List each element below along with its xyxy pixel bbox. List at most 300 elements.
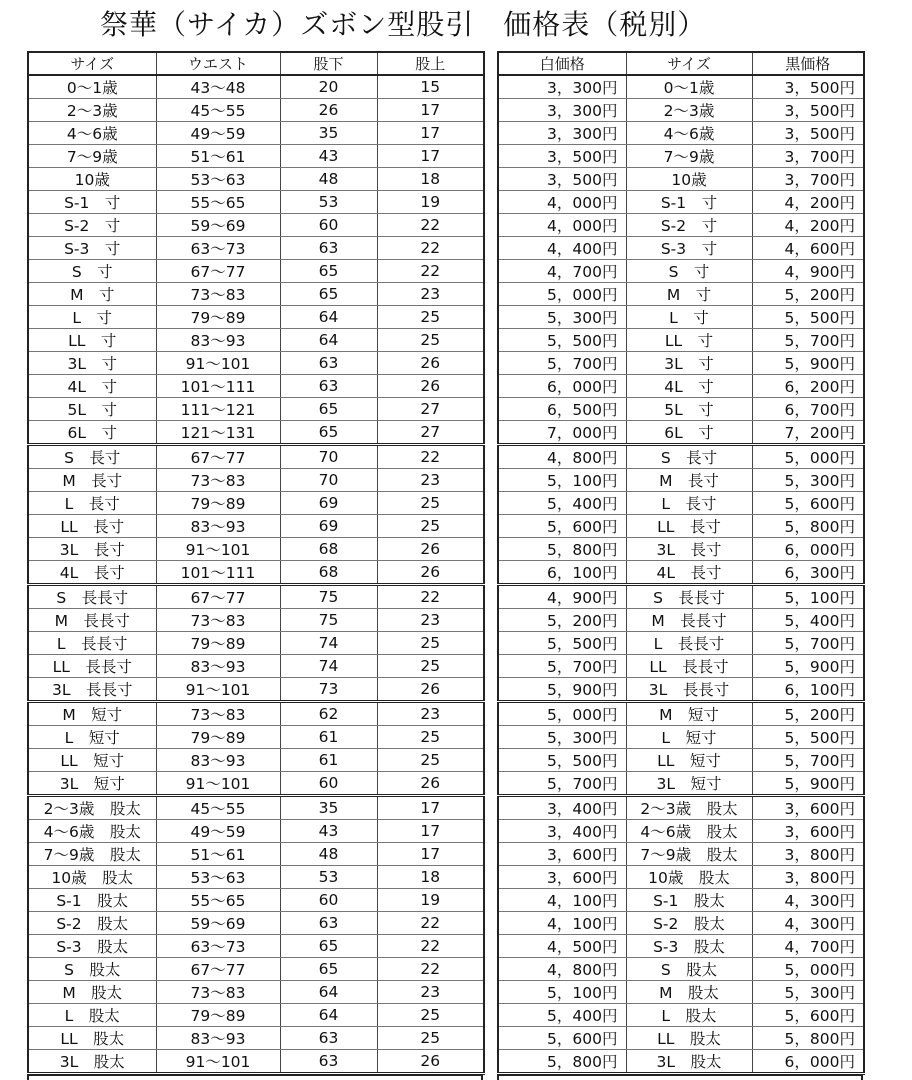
price-size-cell: L 短寸 [626,726,752,749]
inseam-cell: 35 [280,796,377,820]
price-size-cell: LL 長寸 [626,515,752,538]
inseam-cell: 20 [280,75,377,99]
waist-cell: 101～111 [156,375,280,398]
price-size-cell: S 寸 [626,260,752,283]
size-table-row [28,260,484,283]
size-table-row [28,99,484,122]
black-price-cell: 5，800円 [752,515,864,538]
waist-cell: 73～83 [156,469,280,492]
rise-cell: 23 [377,469,484,492]
white-price-cell: 5，800円 [498,538,626,561]
price-table-row [498,866,864,889]
size-table-row [28,283,484,306]
price-size-cell: 10歳 股太 [626,866,752,889]
white-price-cell: 4，000円 [498,214,626,237]
size-table-row [28,1027,484,1050]
size-table-row [28,585,484,609]
price-table-row [498,1027,864,1050]
size-cell: 3L 長長寸 [28,678,156,702]
inseam-cell: 68 [280,561,377,585]
size-cell: 7～9歳 [28,145,156,168]
price-size-cell: 7～9歳 股太 [626,843,752,866]
waist-cell: 51～61 [156,145,280,168]
waist-cell: 121～131 [156,421,280,445]
price-table-row [498,538,864,561]
size-cell: S 長寸 [28,445,156,469]
rise-cell: 22 [377,237,484,260]
size-cell: 4～6歳 股太 [28,820,156,843]
size-cell: 3L 股太 [28,1050,156,1074]
size-table-header-row [28,52,484,75]
black-price-cell: 3，500円 [752,99,864,122]
size-table-continuation-edge [27,1074,483,1080]
price-table-row [498,772,864,796]
white-price-cell: 5，300円 [498,726,626,749]
waist-cell: 83～93 [156,515,280,538]
price-table-row [498,749,864,772]
white-price-cell: 5，700円 [498,655,626,678]
size-table-body [28,75,484,1074]
size-cell: 6L 寸 [28,421,156,445]
black-price-cell: 4，900円 [752,260,864,283]
black-price-cell: 5，500円 [752,306,864,329]
rise-cell: 26 [377,678,484,702]
rise-cell: 15 [377,75,484,99]
black-price-cell: 5，600円 [752,1004,864,1027]
inseam-cell: 63 [280,1027,377,1050]
price-size-cell: S 股太 [626,958,752,981]
white-price-cell: 3，300円 [498,75,626,99]
waist-cell: 73～83 [156,981,280,1004]
waist-cell: 53～63 [156,168,280,191]
waist-cell: 55～65 [156,191,280,214]
white-price-cell: 4，500円 [498,935,626,958]
rise-cell: 25 [377,329,484,352]
black-price-cell: 5，700円 [752,749,864,772]
inseam-cell: 63 [280,912,377,935]
size-table-row [28,772,484,796]
white-price-cell: 4，800円 [498,445,626,469]
inseam-cell: 69 [280,515,377,538]
white-price-cell: 5，600円 [498,1027,626,1050]
rise-cell: 26 [377,538,484,561]
price-size-cell: 10歳 [626,168,752,191]
price-table-row [498,421,864,445]
price-table-row [498,843,864,866]
black-price-cell: 3，800円 [752,866,864,889]
size-table-row [28,375,484,398]
waist-cell: 79～89 [156,492,280,515]
white-price-cell: 4，400円 [498,237,626,260]
inseam-cell: 60 [280,214,377,237]
size-table-row [28,214,484,237]
price-size-cell: S 長寸 [626,445,752,469]
size-table-row [28,561,484,585]
white-price-cell: 4，800円 [498,958,626,981]
white-price-cell: 5，900円 [498,678,626,702]
black-price-cell: 5，900円 [752,352,864,375]
inseam-cell: 61 [280,749,377,772]
inseam-cell: 61 [280,726,377,749]
black-price-cell: 5，200円 [752,702,864,726]
price-table-row [498,609,864,632]
inseam-cell: 70 [280,469,377,492]
white-price-cell: 5，500円 [498,329,626,352]
waist-cell: 111～121 [156,398,280,421]
size-cell: LL 寸 [28,329,156,352]
white-price-cell: 5，800円 [498,1050,626,1074]
price-table-row [498,99,864,122]
price-size-cell: S-2 寸 [626,214,752,237]
price-size-cell: 5L 寸 [626,398,752,421]
black-price-column-header: 黒価格 [752,52,864,75]
waist-cell: 67～77 [156,585,280,609]
rise-cell: 23 [377,283,484,306]
size-table-row [28,306,484,329]
black-price-cell: 7，200円 [752,421,864,445]
inseam-cell: 60 [280,889,377,912]
white-price-cell: 3，400円 [498,820,626,843]
inseam-cell: 63 [280,237,377,260]
waist-cell: 79～89 [156,632,280,655]
size-table-row [28,796,484,820]
white-price-cell: 6，500円 [498,398,626,421]
waist-cell: 55～65 [156,889,280,912]
waist-cell: 91～101 [156,538,280,561]
price-table-row [498,306,864,329]
inseam-cell: 65 [280,398,377,421]
waist-cell: 91～101 [156,352,280,375]
rise-cell: 25 [377,655,484,678]
size-cell: L 短寸 [28,726,156,749]
size-cell: S 長長寸 [28,585,156,609]
inseam-cell: 60 [280,772,377,796]
size-cell: LL 短寸 [28,749,156,772]
price-table-row [498,702,864,726]
size-table-row [28,237,484,260]
waist-cell: 59～69 [156,214,280,237]
size-table-row [28,981,484,1004]
size-table-row [28,632,484,655]
size-cell: M 長寸 [28,469,156,492]
black-price-cell: 4，200円 [752,191,864,214]
size-table-row [28,702,484,726]
black-price-cell: 5，700円 [752,632,864,655]
waist-cell: 53～63 [156,866,280,889]
price-table-header-row [498,52,864,75]
price-size-cell: LL 股太 [626,1027,752,1050]
size-cell: 3L 短寸 [28,772,156,796]
inseam-cell: 48 [280,843,377,866]
size-cell: 3L 長寸 [28,538,156,561]
waist-cell: 67～77 [156,445,280,469]
price-table-row [498,329,864,352]
black-price-cell: 5，200円 [752,283,864,306]
rise-cell: 17 [377,122,484,145]
size-cell: 3L 寸 [28,352,156,375]
price-table-row [498,445,864,469]
inseam-cell: 63 [280,352,377,375]
size-table-row [28,866,484,889]
size-cell: LL 長長寸 [28,655,156,678]
waist-cell: 63～73 [156,237,280,260]
price-size-cell: S-2 股太 [626,912,752,935]
rise-cell: 26 [377,352,484,375]
size-cell: 4～6歳 [28,122,156,145]
rise-cell: 25 [377,515,484,538]
size-cell: S 股太 [28,958,156,981]
size-column-header: サイズ [28,52,156,75]
price-size-cell: M 短寸 [626,702,752,726]
size-table-row [28,538,484,561]
white-price-cell: 4，000円 [498,191,626,214]
price-table-row [498,515,864,538]
price-size-cell: 4L 寸 [626,375,752,398]
size-cell: L 長長寸 [28,632,156,655]
price-size-cell: 4～6歳 股太 [626,820,752,843]
price-size-cell: L 股太 [626,1004,752,1027]
price-table-row [498,260,864,283]
rise-cell: 23 [377,609,484,632]
black-price-cell: 3，700円 [752,168,864,191]
price-size-cell: LL 寸 [626,329,752,352]
rise-cell: 23 [377,702,484,726]
rise-cell: 25 [377,632,484,655]
white-price-cell: 5，000円 [498,702,626,726]
inseam-cell: 69 [280,492,377,515]
inseam-cell: 64 [280,306,377,329]
white-price-cell: 5，400円 [498,1004,626,1027]
size-table-row [28,935,484,958]
white-price-cell: 3，400円 [498,796,626,820]
size-table-row [28,75,484,99]
waist-cell: 91～101 [156,1050,280,1074]
waist-cell: 63～73 [156,935,280,958]
inseam-cell: 73 [280,678,377,702]
price-size-cell: S-1 寸 [626,191,752,214]
white-price-cell: 5，700円 [498,772,626,796]
rise-cell: 17 [377,145,484,168]
rise-cell: 25 [377,1004,484,1027]
black-price-cell: 4，700円 [752,935,864,958]
white-price-cell: 5，700円 [498,352,626,375]
black-price-cell: 5，500円 [752,726,864,749]
size-table-row [28,398,484,421]
size-table-row [28,958,484,981]
price-size-cell: 3L 股太 [626,1050,752,1074]
rise-column-header: 股上 [377,52,484,75]
price-size-cell: 3L 長寸 [626,538,752,561]
rise-cell: 25 [377,306,484,329]
price-size-cell: 7～9歳 [626,145,752,168]
price-size-cell: S-1 股太 [626,889,752,912]
size-cell: 4L 寸 [28,375,156,398]
size-table-row [28,749,484,772]
inseam-cell: 65 [280,260,377,283]
price-size-cell: M 長寸 [626,469,752,492]
waist-cell: 79～89 [156,1004,280,1027]
rise-cell: 22 [377,260,484,283]
inseam-cell: 48 [280,168,377,191]
white-price-cell: 3，500円 [498,145,626,168]
size-table-row [28,843,484,866]
price-table-row [498,75,864,99]
size-cell: 0～1歳 [28,75,156,99]
white-price-cell: 4，900円 [498,585,626,609]
rise-cell: 27 [377,398,484,421]
black-price-cell: 5，900円 [752,772,864,796]
rise-cell: 25 [377,492,484,515]
size-cell: S-2 股太 [28,912,156,935]
inseam-column-header: 股下 [280,52,377,75]
price-table-row [498,283,864,306]
price-size-cell: L 長長寸 [626,632,752,655]
size-table-row [28,912,484,935]
size-table-row [28,1004,484,1027]
rise-cell: 25 [377,749,484,772]
rise-cell: 18 [377,168,484,191]
rise-cell: 22 [377,935,484,958]
black-price-cell: 3，800円 [752,843,864,866]
size-table-row [28,421,484,445]
size-cell: S-3 股太 [28,935,156,958]
size-table-row [28,889,484,912]
black-price-cell: 6，000円 [752,1050,864,1074]
size-table-row [28,1050,484,1074]
price-size-cell: M 寸 [626,283,752,306]
black-price-cell: 5，700円 [752,329,864,352]
price-size-cell: L 寸 [626,306,752,329]
inseam-cell: 74 [280,655,377,678]
price-size-cell: 3L 短寸 [626,772,752,796]
page-title: 祭華（サイカ）ズボン型股引 価格表（税別） [100,8,707,41]
price-table [497,51,865,1075]
size-cell: L 股太 [28,1004,156,1027]
price-table-row [498,469,864,492]
white-price-cell: 5，200円 [498,609,626,632]
price-table-row [498,796,864,820]
size-table-row [28,122,484,145]
size-table-row [28,678,484,702]
rise-cell: 22 [377,958,484,981]
size-table-row [28,445,484,469]
size-cell: 7～9歳 股太 [28,843,156,866]
black-price-cell: 6，100円 [752,678,864,702]
black-price-cell: 5，600円 [752,492,864,515]
waist-cell: 45～55 [156,796,280,820]
black-price-cell: 4，600円 [752,237,864,260]
waist-cell: 45～55 [156,99,280,122]
rise-cell: 26 [377,1050,484,1074]
inseam-cell: 64 [280,981,377,1004]
waist-cell: 51～61 [156,843,280,866]
black-price-cell: 3，600円 [752,820,864,843]
price-size-cell: S-3 寸 [626,237,752,260]
black-price-cell: 6，300円 [752,561,864,585]
size-cell: 10歳 股太 [28,866,156,889]
size-table-row [28,168,484,191]
waist-cell: 73～83 [156,609,280,632]
price-table-row [498,1004,864,1027]
black-price-cell: 3，500円 [752,75,864,99]
size-cell: LL 長寸 [28,515,156,538]
price-table-row [498,375,864,398]
white-price-cell: 3，300円 [498,99,626,122]
black-price-cell: 6，000円 [752,538,864,561]
price-table-row [498,1050,864,1074]
price-size-cell: L 長寸 [626,492,752,515]
price-table-row [498,678,864,702]
price-size-cell: 3L 長長寸 [626,678,752,702]
price-table-row [498,820,864,843]
white-price-cell: 3，600円 [498,866,626,889]
price-size-cell: 4L 長寸 [626,561,752,585]
rise-cell: 25 [377,1027,484,1050]
price-table-row [498,935,864,958]
white-price-cell: 4，100円 [498,912,626,935]
inseam-cell: 75 [280,609,377,632]
white-price-cell: 5，500円 [498,749,626,772]
price-size-cell: 6L 寸 [626,421,752,445]
black-price-cell: 3，600円 [752,796,864,820]
size-cell: M 短寸 [28,702,156,726]
price-table-row [498,912,864,935]
price-size-cell: 3L 寸 [626,352,752,375]
waist-cell: 73～83 [156,283,280,306]
size-cell: LL 股太 [28,1027,156,1050]
black-price-cell: 5，300円 [752,469,864,492]
inseam-cell: 64 [280,1004,377,1027]
price-size-column-header: サイズ [626,52,752,75]
rise-cell: 17 [377,843,484,866]
waist-cell: 49～59 [156,820,280,843]
inseam-cell: 70 [280,445,377,469]
black-price-cell: 4，200円 [752,214,864,237]
waist-cell: 101～111 [156,561,280,585]
size-cell: S 寸 [28,260,156,283]
black-price-cell: 3，700円 [752,145,864,168]
rise-cell: 26 [377,561,484,585]
waist-cell: 83～93 [156,655,280,678]
price-table-row [498,352,864,375]
waist-cell: 67～77 [156,260,280,283]
price-table-row [498,145,864,168]
white-price-cell: 3，300円 [498,122,626,145]
price-size-cell: S 長長寸 [626,585,752,609]
white-price-cell: 3，500円 [498,168,626,191]
black-price-cell: 5，000円 [752,445,864,469]
white-price-cell: 7，000円 [498,421,626,445]
size-table [27,51,485,1075]
white-price-cell: 4，100円 [498,889,626,912]
rise-cell: 17 [377,820,484,843]
waist-cell: 91～101 [156,678,280,702]
size-table-row [28,492,484,515]
size-cell: M 寸 [28,283,156,306]
inseam-cell: 26 [280,99,377,122]
inseam-cell: 43 [280,145,377,168]
price-table-row [498,492,864,515]
inseam-cell: 65 [280,935,377,958]
size-cell: 10歳 [28,168,156,191]
price-table-row [498,122,864,145]
size-cell: 4L 長寸 [28,561,156,585]
price-size-cell: LL 短寸 [626,749,752,772]
waist-cell: 79～89 [156,726,280,749]
size-cell: 2～3歳 股太 [28,796,156,820]
inseam-cell: 64 [280,329,377,352]
size-table-row [28,469,484,492]
